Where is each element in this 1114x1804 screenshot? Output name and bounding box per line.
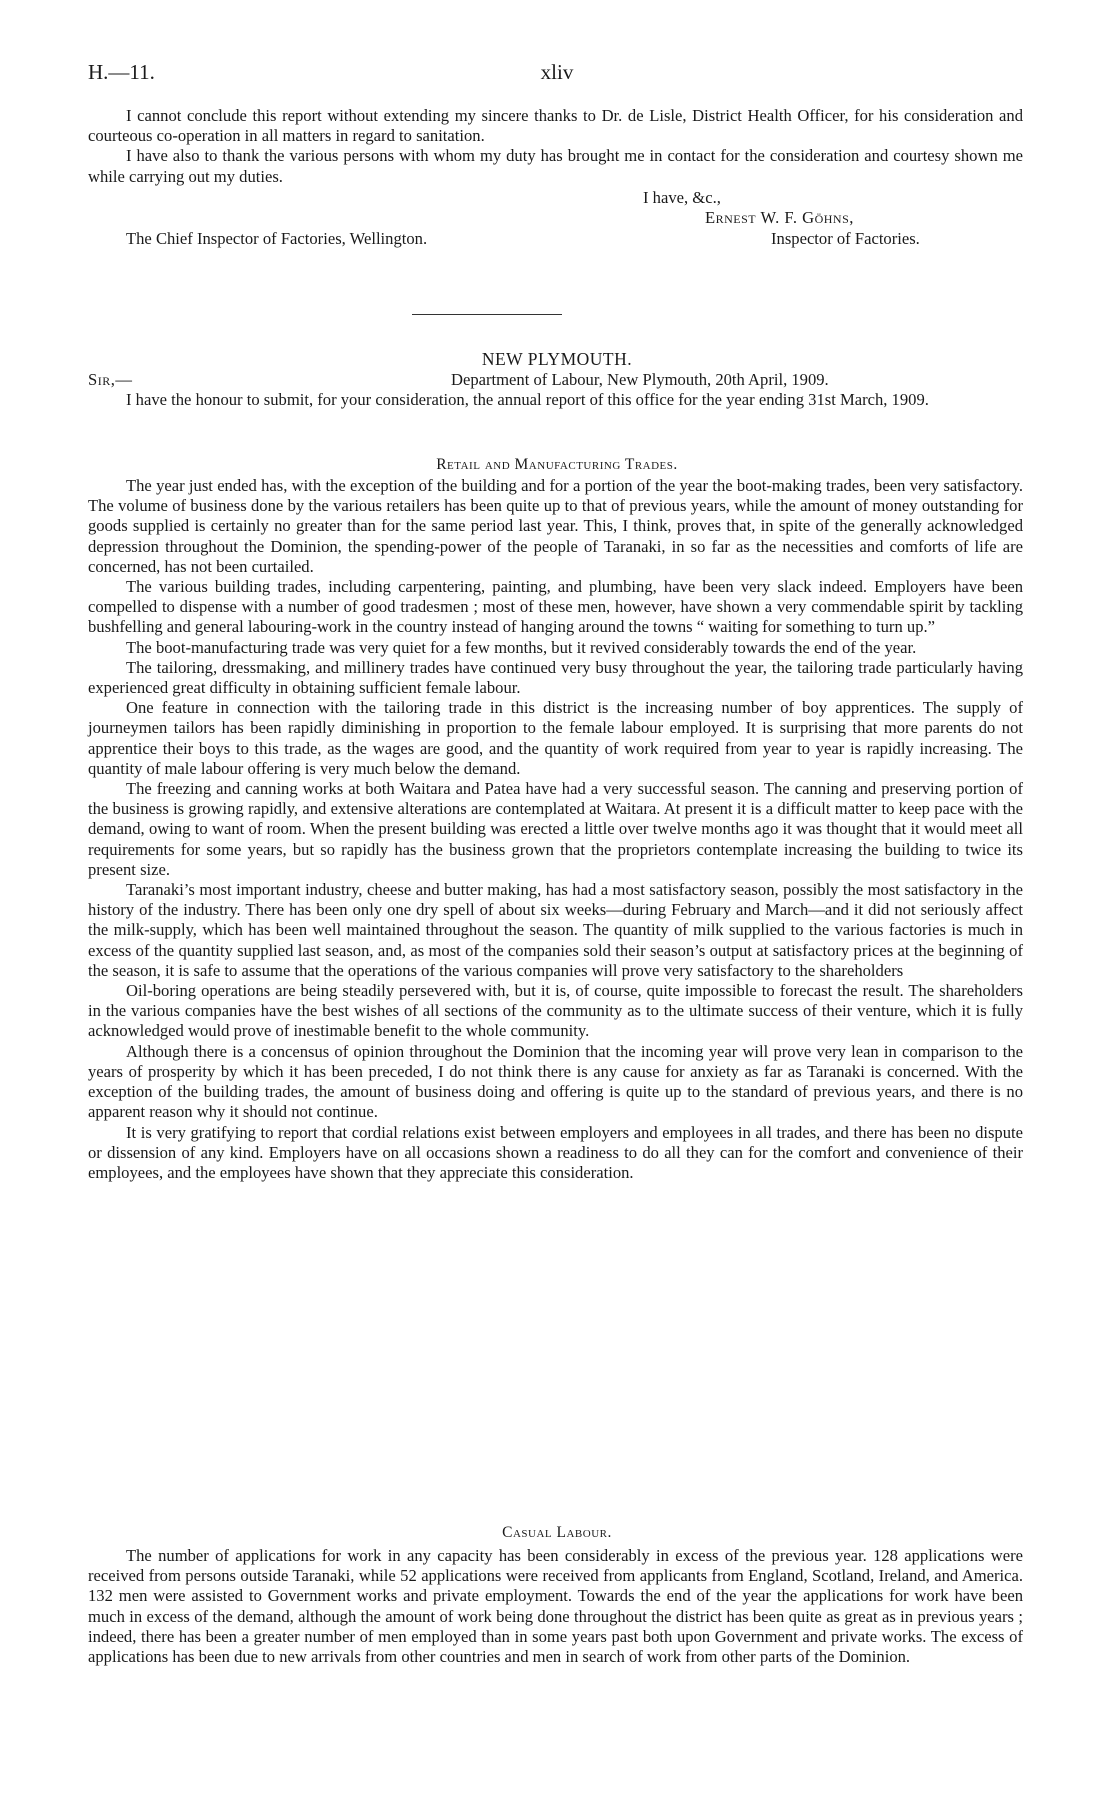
dateline: Department of Labour, New Plymouth, 20th April, 1909. xyxy=(451,370,829,389)
body-paragraph: The year just ended has, with the exception of the building and for a portion of the year the boot-making trades, been very satisfactory. The volume of business done by the various retailers has been quite up to that of previous years, while the amount of money outstanding for goods supplied is certainly no greater than for the same period last year. This, I think, proves that, in spite of the generally acknowledged depression throughout the Dominion, the spending-power of the people of Taranaki, in so far as the necessities and comforts of life are concerned, has not been curtailed. xyxy=(88,476,1023,576)
page-number: xliv xyxy=(540,60,574,84)
casual-section xyxy=(88,1546,1023,1667)
signatory-title: Inspector of Factories. xyxy=(771,229,920,248)
intro-section xyxy=(88,106,1023,187)
retail-heading: Retail and Manufacturing Trades. xyxy=(436,456,678,473)
addressee: The Chief Inspector of Factories, Wellington. xyxy=(126,229,428,248)
salutation: Sir,— xyxy=(88,370,133,389)
body-paragraph: The tailoring, dressmaking, and millinery trades have continued very busy throughout the year, the tailoring trade particularly having experienced great difficulty in obtaining sufficient female labour. xyxy=(88,657,1023,698)
casual-heading: Casual Labour. xyxy=(502,1524,612,1541)
document-reference: H.—11. xyxy=(88,60,155,84)
section-title: NEW PLYMOUTH. xyxy=(481,349,633,369)
opening-section xyxy=(88,390,1023,410)
body-paragraph: The various building trades, including carpentering, painting, and plumbing, have been very slack indeed. Employers have been compelled to dispense with a number of good tradesmen ; most of these men, however, have shown a very commendable spirit by tackling bushfelling and general labouring-work in the country instead of hanging around the towns “ waiting for something to turn up.” xyxy=(88,577,1023,637)
closing-phrase: I have, &c., xyxy=(643,188,721,207)
body-paragraph: The boot-manufacturing trade was very quiet for a few months, but it revived considerably towards the end of the year. xyxy=(126,637,917,657)
body-paragraph: The freezing and canning works at both Waitara and Patea have had a very successful season. The canning and preserving portion of the business is growing rapidly, and extensive alterations are contemplated at Waitara. At present it is a difficult matter to keep pace with the demand, owing to want of room. When the present building was erected a little over twelve months ago it was thought that it would meet all requirements for some years, but so rapidly has the business grown that the proprietors contemplate increasing the building to twice its present size. xyxy=(88,779,1023,879)
retail-section xyxy=(88,476,1023,1183)
body-paragraph: It is very gratifying to report that cordial relations exist between employers and employees in all trades, and there has been no dispute or dissension of any kind. Employers have on all occasions shown a readiness to do all they can for the comfort and convenience of their employees, and the employees have shown that they appreciate this consideration. xyxy=(88,1122,1023,1182)
intro-paragraph: I cannot conclude this report without extending my sincere thanks to Dr. de Lisle, District Health Officer, for his consideration and courteous co-operation in all matters in regard to sanitation. xyxy=(88,106,1023,146)
body-paragraph: Although there is a concensus of opinion throughout the Dominion that the incoming year will prove very lean in comparison to the years of prosperity by which it has been preceded, I do not think there is any cause for anxiety as far as Taranaki is concerned. With the exception of the building trades, the amount of business doing and offering is quite up to the standard of previous years, and there is no apparent reason why it should not continue. xyxy=(88,1041,1023,1122)
body-paragraph: One feature in connection with the tailoring trade in this district is the increasing number of boy apprentices. The supply of journeymen tailors has been rapidly diminishing in proportion to the female labour employed. It is surprising that more parents do not apprentice their boys to this trade, as the wages are good, and the quantity of work required from year to year is rapidly increasing. The quantity of male labour offering is very much below the demand. xyxy=(88,698,1023,778)
opening-paragraph: I have the honour to submit, for your consideration, the annual report of this office for the year ending 31st March, 1909. xyxy=(126,390,929,409)
intro-paragraph: I have also to thank the various persons with whom my duty has brought me in contact for the consideration and courtesy shown me while carrying out my duties. xyxy=(88,146,1023,186)
body-paragraph: Taranaki’s most important industry, cheese and butter making, has had a most satisfactory season, possibly the most satisfactory in the history of the industry. There has been only one dry spell of about six weeks—during February and March—and it did not seriously affect the milk-supply, which has been well maintained throughout the season. The quantity of milk supplied to the various factories is much in excess of the quantity supplied last season, and, as most of the companies sold their season’s output at satisfactory prices at the beginning of the season, it is safe to assume that the operations of the various companies will prove very satisfactory to the shareholders xyxy=(88,880,1023,980)
signatory-name: Ernest W. F. Göhns, xyxy=(705,208,854,227)
body-paragraph: Oil-boring operations are being steadily persevered with, but it is, of course, quite impossible to forecast the result. The shareholders in the various companies have the best wishes of all sections of the community as to the ultimate success of their venture, which it is fully acknowledged would prove of inestimable benefit to the whole community. xyxy=(88,981,1023,1041)
section-divider xyxy=(412,314,562,315)
body-paragraph: The number of applications for work in any capacity has been considerably in excess of the previous year. 128 applications were received from persons outside Taranaki, while 52 applications were received from applicants from England, Scotland, Ireland, and America. 132 men were assisted to Government works and private employment. Towards the end of the year the applications for work have been much in excess of the demand, although the amount of work being done throughout the district has been quite as great as in previous years ; indeed, there has been a greater number of men employed than in some years past both upon Government and private works. The excess of applications has been due to new arrivals from other countries and men in search of work from other parts of the Dominion. xyxy=(88,1546,1023,1667)
